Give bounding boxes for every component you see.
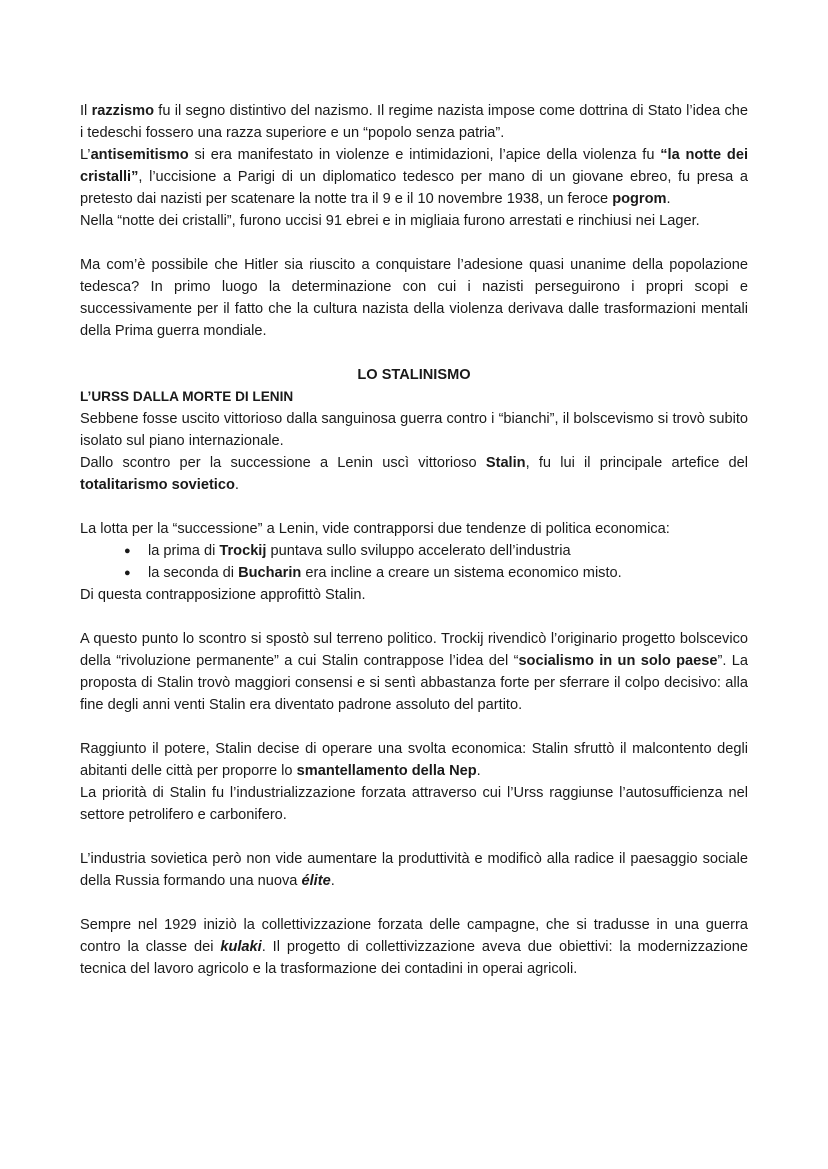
text-run: , fu lui il principale artefice del — [525, 455, 749, 471]
bullet-list — [80, 540, 748, 584]
paragraph-victims: Nella “notte dei cristalli”, furono uccisi 91 ebrei e in migliaia furono arrestati e rinchiusi nei Lager. — [80, 213, 700, 229]
text-run: si era manifestato in violenze e intimidazioni, l’apice della violenza fu — [188, 147, 661, 163]
bullet-icon: ● — [124, 567, 131, 579]
document-page — [80, 100, 748, 980]
text-run: . — [476, 763, 481, 779]
paragraph-racism — [80, 100, 748, 144]
text-run: , l’uccisione a Parigi di un diplomatico tedesco per mano di un giovane ebreo, fu presa a pretesto dai nazisti per scatenare la notte tra il 9 e il 10 novembre 1938, un feroce — [80, 169, 748, 207]
list-item — [120, 562, 748, 584]
text-run: L’industria sovietica però non vide aumentare la produttività e modificò alla radice il paesaggio sociale della Russia formando una nuova — [80, 851, 748, 889]
paragraph-bolshevism-isolated: Sebbene fosse uscito vittorioso dalla sanguinosa guerra contro i “bianchi”, il bolscevismo si trovò subito isolato sul piano internazionale. — [80, 411, 748, 449]
subsection-title: L’URSS DALLA MORTE DI LENIN — [80, 389, 294, 404]
paragraph-industrialization: La priorità di Stalin fu l’industrializzazione forzata attraverso cui l’Urss raggiunse l’autosufficienza nel settore petrolifero e carbonifero. — [80, 785, 748, 823]
text-run: . — [666, 191, 671, 207]
bold-term-antisemitismo: antisemitismo — [90, 147, 189, 163]
text-run: ”. La proposta di Stalin trovò maggiori consensi e si sentì abbastanza forte per sferrare il colpo decisivo: alla fine degli anni venti Stalin era diventato padrone assoluto del partito. — [80, 653, 748, 713]
text-run: Raggiunto il potere, Stalin decise di operare una svolta economica: Stalin sfruttò il malcontento degli abitanti delle città per proporre lo — [80, 741, 748, 779]
text-run: Il — [80, 103, 92, 119]
bold-term-trockij: Trockij — [219, 543, 267, 559]
text-run: la prima di — [148, 543, 220, 559]
paragraph-succession-struggle: La lotta per la “successione” a Lenin, vide contrapporsi due tendenze di politica economica: — [80, 521, 670, 537]
list-item — [120, 540, 748, 562]
bold-italic-term-kulaki: kulaki — [220, 939, 262, 955]
section-title: LO STALINISMO — [357, 367, 471, 383]
bold-italic-term-elite: élite — [301, 873, 331, 889]
paragraph-collectivization — [80, 914, 748, 980]
text-run: . — [330, 873, 335, 889]
text-run: L’ — [80, 147, 91, 163]
paragraph-stalin-advantage: Di questa contrapposizione approfittò Stalin. — [80, 587, 366, 603]
bullet-icon: ● — [124, 545, 131, 557]
paragraph-political-clash — [80, 628, 748, 716]
paragraph-stalin-succession — [80, 452, 748, 496]
paragraph-soviet-industry — [80, 848, 748, 892]
bold-term-totalitarismo: totalitarismo sovietico — [80, 477, 235, 493]
paragraph-hitler-consensus: Ma com’è possibile che Hitler sia riuscito a conquistare l’adesione quasi unanime della popolazione tedesca? In primo luogo la determinazione con cui i nazisti perseguirono i propri scopi e successivamente per il fatto che la cultura nazista della violenza derivava dalle trasformazioni mentali della Prima guerra mondiale. — [80, 257, 748, 339]
bold-term-razzismo: razzismo — [91, 103, 155, 119]
text-run: . Il progetto di collettivizzazione aveva due obiettivi: la modernizzazione tecnica del lavoro agricolo e la trasformazione dei contadini in operai agricoli. — [80, 939, 748, 977]
text-run: Sempre nel 1929 iniziò la collettivizzazione forzata delle campagne, che si tradusse in una guerra contro la classe dei — [80, 917, 748, 955]
text-run: fu il segno distintivo del nazismo. Il regime nazista impose come dottrina di Stato l’idea che i tedeschi fossero una razza superiore e un “popolo senza patria”. — [80, 103, 748, 141]
text-run: puntava sullo sviluppo accelerato dell’industria — [266, 543, 571, 559]
bold-term-pogrom: pogrom — [612, 191, 667, 207]
text-run: la seconda di — [148, 565, 239, 581]
text-run: Dallo scontro per la successione a Lenin uscì vittorioso — [80, 455, 486, 471]
bold-term-bucharin: Bucharin — [238, 565, 302, 581]
text-run: . — [234, 477, 239, 493]
paragraph-antisemitism — [80, 144, 748, 210]
text-run: era incline a creare un sistema economico misto. — [301, 565, 622, 581]
bold-term-stalin: Stalin — [485, 455, 526, 471]
bold-term-socialismo-un-solo-paese: socialismo in un solo paese — [518, 653, 718, 669]
paragraph-economic-turn — [80, 738, 748, 782]
text-run: A questo punto lo scontro si spostò sul terreno politico. Trockij rivendicò l’originario progetto bolscevico della “rivoluzione permanente” a cui Stalin contrappose l’idea del “ — [80, 631, 748, 669]
bold-term-notte-cristalli: “la notte dei cristalli” — [80, 147, 748, 185]
bold-term-smantellamento-nep: smantellamento della Nep — [296, 763, 477, 779]
